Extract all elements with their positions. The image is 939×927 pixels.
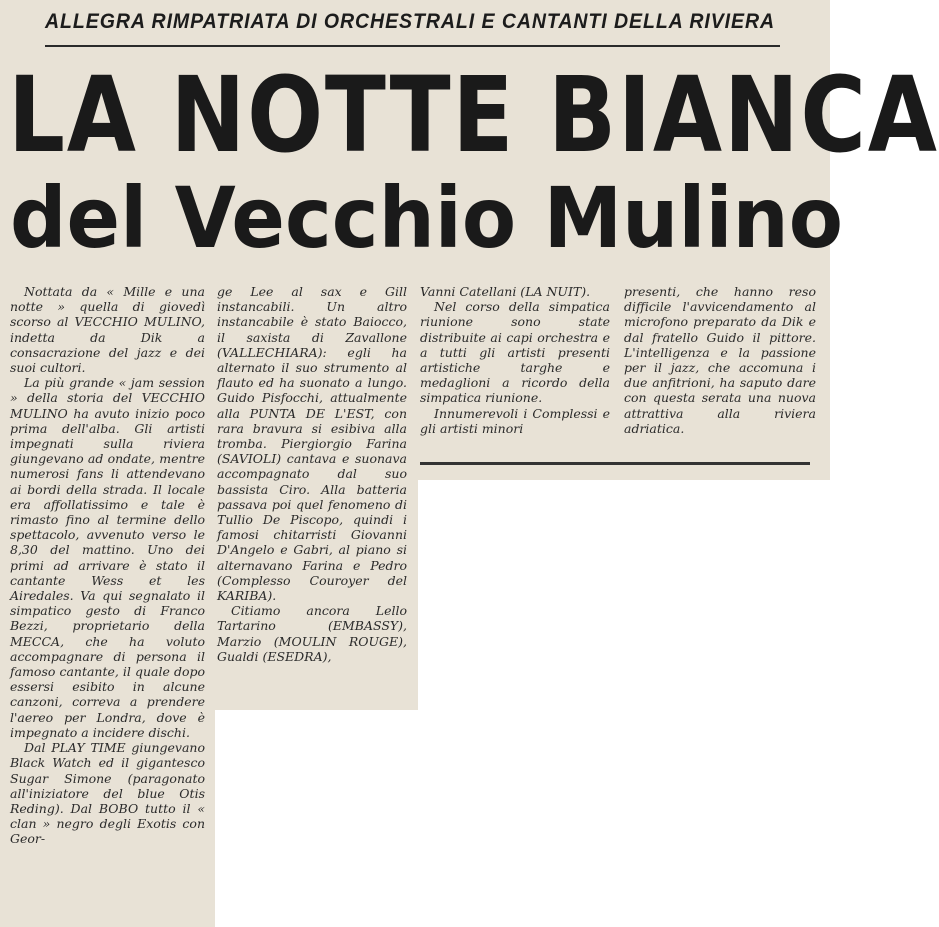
paragraph: Nel corso della simpatica riunione sono state distribuite ai capi orchestra e a tutti gli artisti presenti artistiche targhe e medaglioni a ricordo della simpatica riunione. bbox=[420, 299, 610, 406]
article-column-3 bbox=[420, 284, 610, 436]
paragraph: presenti, che hanno reso difficile l'avvicendamento al microfono preparato da Dik e dal fratello Guido il pittore. L'intelligenza e la passione per il jazz, che accomuna i due anfitrioni, ha saputo dare con questa serata una nuova attrattiva alla riviera adriatica. bbox=[624, 284, 816, 436]
paragraph: La più grande « jam session » della storia del VECCHIO MULINO ha avuto inizio poco prima dell'alba. Gli artisti impegnati sulla riviera giungevano ad ondate, mentre numerosi fans li attendevano ai bordi della strada. Il locale era affollatissimo e tale è rimasto fino al termine dello spettacolo, avvenuto verso le 8,30 del mattino. Uno dei primi ad arrivare è stato il cantante Wess et les Airedales. Va qui segnalato il simpatico gesto di Franco Bezzi, proprietario della MECCA, che ha voluto accompagnare di persona il famoso cantante, il quale dopo essersi esibito in alcune canzoni, correva a prendere l'aereo per Londra, dove è impegnato a incidere dischi. bbox=[10, 375, 205, 740]
paragraph: ge Lee al sax e Gill instancabili. Un altro instancabile è stato Baiocco, il saxista di Zavallone (VALLECHIARA): egli ha alternato il suo strumento al flauto ed ha suonato a lungo. Guido Pisfocchi, attualmente alla PUNTA DE L'EST, con rara bravura si esibiva alla tromba. Piergiorgio Farina (SAVIOLI) cantava e suonava accompagnato dal suo bassista Ciro. Alla batteria passava poi quel fenomeno di Tullio De Piscopo, quindi i famosi chitarristi Giovanni D'Angelo e Gabri, al piano si alternavano Farina e Pedro (Complesso Couroyer del KARIBA). bbox=[217, 284, 407, 604]
paragraph: Innumerevoli i Complessi e gli artisti minori bbox=[420, 405, 610, 436]
main-headline-line1: LA NOTTE BIANCA bbox=[8, 54, 939, 176]
main-headline-line2: del Vecchio Mulino bbox=[10, 169, 843, 267]
paragraph: Citiamo ancora Lello Tartarino (EMBASSY), Marzio (MOULIN ROUGE), Gualdi (ESEDRA), bbox=[217, 603, 407, 664]
kicker-rule bbox=[45, 45, 780, 47]
article-column-4 bbox=[624, 284, 816, 436]
article-column-2 bbox=[217, 284, 407, 664]
paragraph: Nottata da « Mille e una notte » quella di giovedì scorso al VECCHIO MULINO, indetta da Dik a consacrazione del jazz e dei suoi cultori. bbox=[10, 284, 205, 376]
paragraph: Vanni Catellani (LA NUIT). bbox=[420, 284, 591, 299]
paragraph: Dal PLAY TIME giungevano Black Watch ed il gigantesco Sugar Simone (paragonato all'iniziatore del blue Otis Reding). Dal BOBO tutto il « clan » negro degli Exotis con Geor- bbox=[10, 740, 205, 847]
article-column-1 bbox=[10, 284, 205, 847]
kicker-headline: ALLEGRA RIMPATRIATA DI ORCHESTRALI E CANTANTI DELLA RIVIERA bbox=[45, 10, 776, 33]
end-rule bbox=[420, 462, 810, 465]
